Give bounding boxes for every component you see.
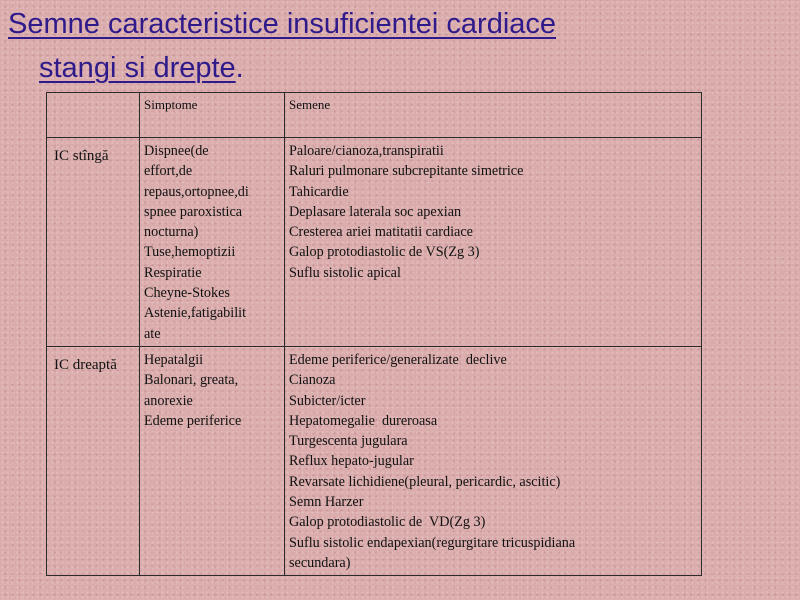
simptome-line: effort,de [144, 163, 193, 180]
simptome-line: Edeme periferice [144, 412, 242, 429]
simptome-line: anorexie [144, 392, 193, 409]
semene-line: Galop protodiastolic de VD(Zg 3) [289, 514, 486, 531]
semene-line: Galop protodiastolic de VS(Zg 3) [289, 244, 480, 261]
simptome-line: Astenie,fatigabilit [144, 305, 247, 322]
simptome-line: ate [144, 325, 161, 342]
semene-line: Tahicardie [289, 183, 349, 200]
header-semene: Semene [285, 93, 702, 138]
semene-line: Turgescenta jugulara [289, 433, 408, 450]
simptome-line: Hepatalgii [144, 351, 204, 368]
simptome-line: Balonari, greata, [144, 372, 239, 389]
simptome-cell-ic-stinga [140, 138, 285, 347]
semene-line: Revarsate lichidiene(pleural, pericardic, ascitic) [289, 473, 561, 490]
slide-title [8, 2, 788, 90]
semene-line: Edeme periferice/generalizate declive [289, 351, 507, 368]
header-simptome: Simptome [140, 93, 285, 138]
table-row-ic-dreapta [47, 346, 702, 575]
semene-line: Subicter/icter [289, 392, 366, 409]
semene-line: Cianoza [289, 372, 336, 389]
semene-line: secundara) [289, 554, 351, 571]
semene-line: Reflux hepato-jugular [289, 453, 414, 470]
title-line-2-period: . [235, 52, 244, 84]
semene-line: Deplasare laterala soc apexian [289, 203, 462, 220]
row-label-ic-dreapta: IC dreaptă [47, 346, 140, 575]
semene-line: Semn Harzer [289, 494, 364, 511]
symptoms-table [46, 92, 702, 576]
semene-line: Paloare/cianoza,transpiratii [289, 143, 444, 159]
table-header-row [47, 93, 702, 138]
table-row-ic-stinga [47, 138, 702, 347]
title-line-2: stangi si drepte [39, 52, 236, 84]
semene-line: Suflu sistolic endapexian(regurgitare tricuspidiana [289, 534, 576, 551]
simptome-cell-ic-dreapta [140, 346, 285, 575]
semene-cell-ic-dreapta [285, 346, 702, 575]
row-label-ic-stinga: IC stîngă [47, 138, 140, 347]
simptome-line: Cheyne-Stokes [144, 285, 230, 302]
semene-cell-ic-stinga [285, 138, 702, 347]
semene-line: Hepatomegalie dureroasa [289, 412, 438, 429]
simptome-line: Tuse,hemoptizii [144, 244, 236, 261]
semene-line: Suflu sistolic apical [289, 264, 401, 281]
simptome-line: Respiratie [144, 264, 202, 281]
simptome-line: nocturna) [144, 224, 199, 241]
symptoms-table-container [46, 92, 701, 576]
semene-line: Raluri pulmonare subcrepitante simetrice [289, 163, 524, 180]
simptome-line: Dispnee(de [144, 143, 209, 159]
semene-line: Cresterea ariei matitatii cardiace [289, 224, 473, 241]
simptome-line: repaus,ortopnee,di [144, 183, 249, 200]
title-line-1: Semne caracteristice insuficientei cardiace [8, 8, 557, 40]
header-empty-cell [47, 93, 140, 138]
simptome-line: spnee paroxistica [144, 203, 243, 220]
